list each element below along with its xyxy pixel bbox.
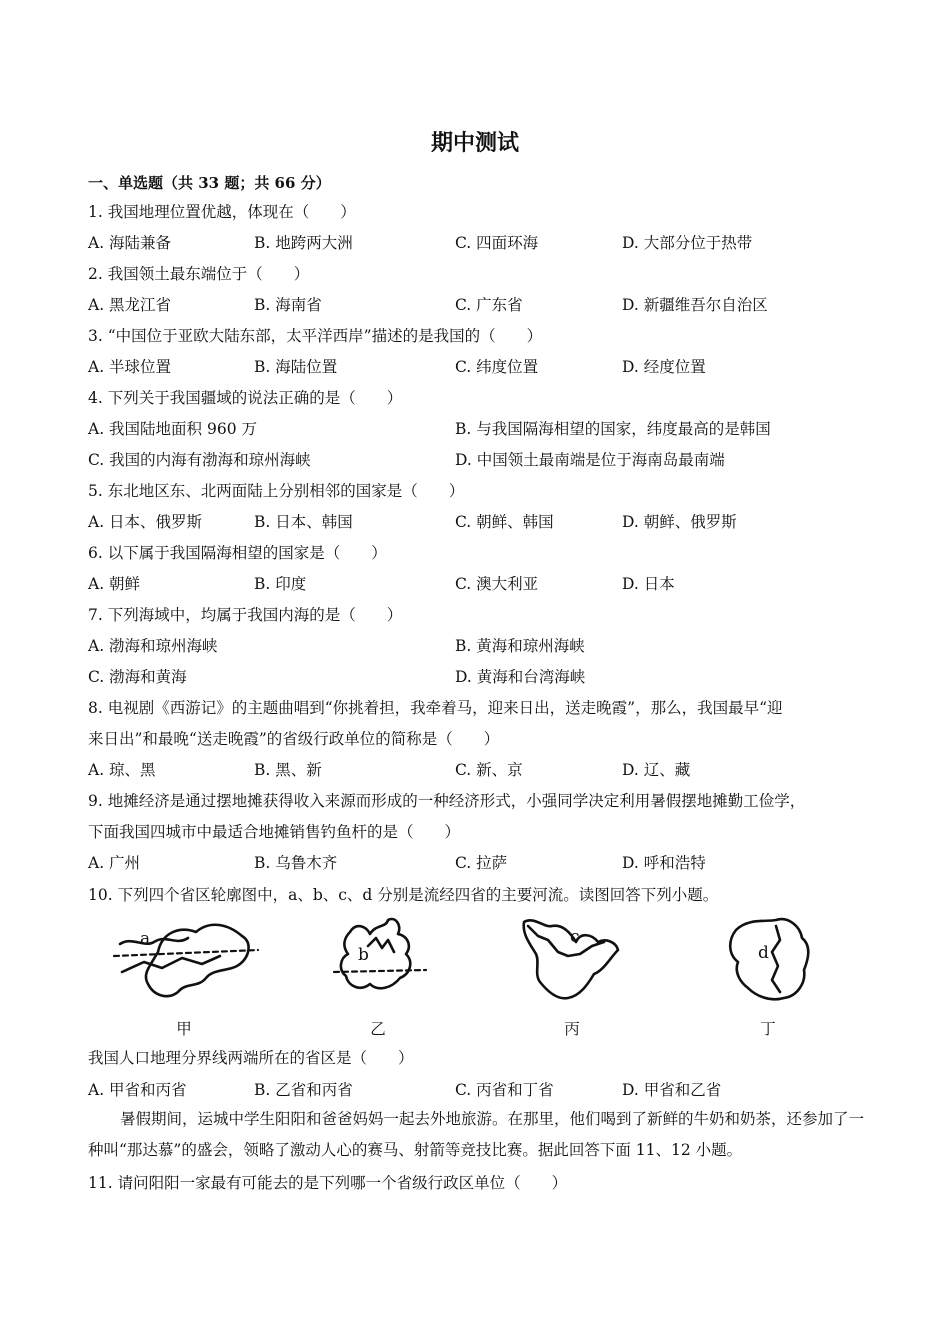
question-2-stem: 2. 我国领土最东端位于（ ） (88, 265, 310, 283)
question-4-stem: 4. 下列关于我国疆域的说法正确的是（ ） (88, 389, 403, 407)
question-9-stem-line-1: 9. 地摊经济是通过摆地摊获得收入来源而形成的一种经济形式，小强同学决定利用暑假摆地摊勤工俭学， (88, 792, 806, 810)
question-7-stem: 7. 下列海域中，均属于我国内海的是（ ） (88, 606, 403, 624)
map-caption-yi: 乙 (370, 1020, 386, 1038)
q9-option-b: B. 乌鲁木齐 (254, 854, 338, 872)
map-caption-ding: 丁 (760, 1020, 776, 1038)
question-10-sub-stem: 我国人口地理分界线两端所在的省区是（ ） (88, 1049, 414, 1067)
map-caption-bing: 丙 (564, 1020, 580, 1038)
q2-option-d: D. 新疆维吾尔自治区 (622, 296, 768, 314)
q7-option-b: B. 黄海和琼州海峡 (455, 637, 585, 655)
q8-option-d: D. 辽、藏 (622, 761, 691, 779)
river-label-c: c (570, 927, 580, 947)
question-5-stem: 5. 东北地区东、北两面陆上分别相邻的国家是（ ） (88, 482, 465, 500)
q2-option-a: A. 黑龙江省 (88, 296, 172, 314)
page-title: 期中测试 (430, 130, 519, 156)
q8-option-c: C. 新、京 (455, 761, 523, 779)
q6-option-c: C. 澳大利亚 (455, 575, 539, 593)
reading-passage: 暑假期间，运城中学生阳阳和爸爸妈妈一起去外地旅游。在那里，他们喝到了新鲜的牛奶和奶茶，还参加了一种叫“那达慕”的盛会，领略了激动人心的赛马、射箭等竞技比赛。据此回答下面 11、12 小题。 (88, 1110, 865, 1159)
q7-option-d: D. 黄海和台湾海峡 (455, 668, 586, 686)
q4-option-b: B. 与我国隔海相望的国家，纬度最高的是韩国 (455, 420, 771, 438)
q1-option-d: D. 大部分位于热带 (622, 234, 753, 252)
q3-option-c: C. 纬度位置 (455, 358, 539, 376)
river-label-a: a (140, 929, 151, 949)
q3-option-a: A. 半球位置 (88, 358, 172, 376)
q10-option-c: C. 丙省和丁省 (455, 1081, 554, 1099)
question-8-stem-line-1: 8. 电视剧《西游记》的主题曲唱到“你挑着担，我牵着马，迎来日出，送走晚霞”，那么，我国最早“迎 (88, 699, 783, 717)
section-heading: 一、单选题（共 33 题；共 66 分） (88, 174, 331, 192)
q4-option-a: A. 我国陆地面积 960 万 (88, 420, 257, 438)
q6-option-d: D. 日本 (622, 575, 675, 593)
q9-option-d: D. 呼和浩特 (622, 854, 706, 872)
q1-option-a: A. 海陆兼备 (88, 234, 172, 252)
q8-option-b: B. 黑、新 (254, 761, 322, 779)
river-label-d: d (758, 943, 769, 963)
province-map-bing (518, 912, 628, 1007)
q5-option-b: B. 日本、韩国 (254, 513, 353, 531)
q7-option-c: C. 渤海和黄海 (88, 668, 187, 686)
q5-option-a: A. 日本、俄罗斯 (88, 513, 203, 531)
q4-option-d: D. 中国领土最南端是位于海南岛最南端 (455, 451, 725, 469)
q10-option-d: D. 甲省和乙省 (622, 1081, 722, 1099)
q6-option-a: A. 朝鲜 (88, 575, 141, 593)
q4-option-c: C. 我国的内海有渤海和琼州海峡 (88, 451, 311, 469)
river-label-b: b (358, 945, 369, 965)
q2-option-b: B. 海南省 (254, 296, 322, 314)
q10-option-b: B. 乙省和丙省 (254, 1081, 353, 1099)
q5-option-c: C. 朝鲜、韩国 (455, 513, 554, 531)
map-caption-jia: 甲 (176, 1020, 192, 1038)
q10-option-a: A. 甲省和丙省 (88, 1081, 187, 1099)
question-1-stem: 1. 我国地理位置优越，体现在（ ） (88, 203, 356, 221)
q1-option-b: B. 地跨两大洲 (254, 234, 353, 252)
q7-option-a: A. 渤海和琼州海峡 (88, 637, 218, 655)
q2-option-c: C. 广东省 (455, 296, 523, 314)
q1-option-c: C. 四面环海 (455, 234, 539, 252)
question-11-stem: 11. 请问阳阳一家最有可能去的是下列哪一个省级行政区单位（ ） (88, 1174, 568, 1192)
q9-option-a: A. 广州 (88, 854, 141, 872)
province-map-ding (720, 912, 820, 1007)
q5-option-d: D. 朝鲜、俄罗斯 (622, 513, 737, 531)
question-10-stem: 10. 下列四个省区轮廓图中，a、b、c、d 分别是流经四省的主要河流。读图回答下列小题。 (88, 886, 719, 904)
q6-option-b: B. 印度 (254, 575, 307, 593)
question-9-stem-line-2: 下面我国四城市中最适合地摊销售钓鱼杆的是（ ） (88, 823, 461, 841)
province-map-jia (110, 912, 260, 1007)
question-6-stem: 6. 以下属于我国隔海相望的国家是（ ） (88, 544, 387, 562)
q9-option-c: C. 拉萨 (455, 854, 508, 872)
q3-option-d: D. 经度位置 (622, 358, 706, 376)
province-map-yi (330, 912, 430, 1002)
question-3-stem: 3. “中国位于亚欧大陆东部，太平洋西岸”描述的是我国的（ ） (88, 327, 543, 345)
q8-option-a: A. 琼、黑 (88, 761, 156, 779)
q3-option-b: B. 海陆位置 (254, 358, 338, 376)
question-8-stem-line-2: 来日出”和最晚“送走晚霞”的省级行政单位的简称是（ ） (88, 730, 500, 748)
